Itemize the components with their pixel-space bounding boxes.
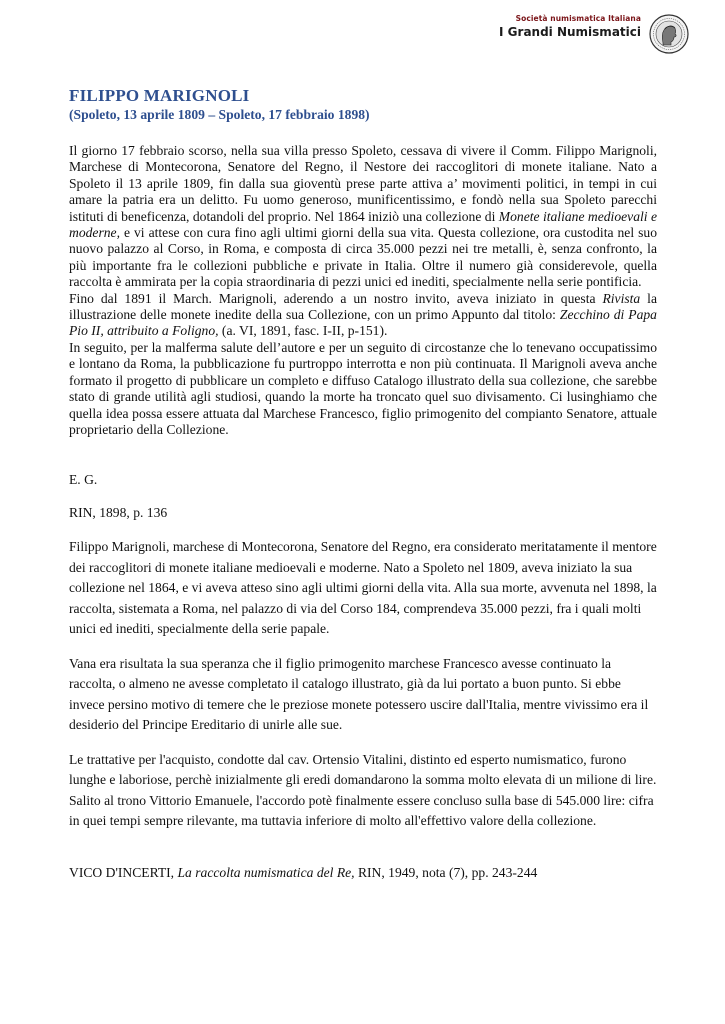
life-dates: (Spoleto, 13 aprile 1809 – Spoleto, 17 febbraio 1898): [69, 107, 370, 122]
text-run: (a. VI, 1891, fasc. I-II, p-151).: [218, 323, 388, 339]
obituary-paragraph: [69, 291, 657, 340]
author-initials: E. G.: [69, 472, 98, 488]
article: [69, 86, 657, 881]
obituary-paragraph: [69, 143, 657, 291]
citation-work: La raccolta numismatica del Re,: [177, 864, 355, 880]
italic-title: Monete italiane medioevali e moderne,: [69, 208, 657, 241]
text-run: e vi attese con cura fino agli ultimi giorni della sua vita. Questa collezione, ora custodita nel suo nuovo palazzo al Corso, in Roma, e composta di circa 35.000 pezzi nei tre metalli, è, senza confronto, la più importante fra le collezioni pubbliche e private in Italia. Oltre il numero già considerevole, quella raccolta è ammirata per la copia straordinaria di pezzi unici ed inediti, specialmente nella serie pontificia.: [69, 225, 657, 290]
italic-title: Rivista: [602, 290, 641, 306]
text-run: Fino dal 1891 il March. Marignoli, aderendo a un nostro invito, aveva iniziato in questa: [69, 290, 603, 306]
body-paragraph: Vana era risultata la sua speranza che il figlio primogenito marchese Francesco avesse continuato la raccolta, o almeno ne avesse completato il catalogo illustrato, già da lui portato a buon punto. Si ebbe invece persino motivo di temere che le preziose monete potessero uscire dall'Italia, mentre vivissimo era il desiderio del Principe Ereditario di unirle alle sue.: [69, 655, 649, 733]
obituary-text: [69, 143, 657, 438]
series-title: I Grandi Numismatici: [499, 25, 641, 39]
body-paragraph: Filippo Marignoli, marchese di Montecorona, Senatore del Regno, era considerato meritatamente il mentore dei raccoglitori di monete italiane medioevali e moderne. Nato a Spoleto nel 1809, aveva iniziato la sua collezione nel 1864, e vi aveva atteso sino agli ultimi giorni della vita. Alla sua morte, avvenuta nel 1898, la raccolta, sistemata a Roma, nel palazzo di via del Corso 184, comprendeva 35.000 pezzi, fra i quali molti unici ed inediti, specialmente della serie papale.: [69, 539, 657, 637]
citation-author: VICO D'INCERTI,: [69, 864, 178, 880]
citation: [69, 865, 657, 881]
coin-portrait-icon: [649, 14, 689, 54]
citation-details: RIN, 1949, nota (7), pp. 243-244: [354, 864, 538, 880]
obituary-paragraph: In seguito, per la malferma salute dell’autore e per un seguito di circostanze che lo tenevano occupatissimo e lontano da Roma, la pubblicazione fu purtroppo interrotta e non più continuata. Il Marignoli aveva anche formato il progetto di pubblicare un completo e diffuso Catalogo illustrato della sua collezione, che sarebbe stato di grande utilità agli studiosi, quando la morte ha troncato quel suo divisamento. Ci lusinghiamo che quella idea possa essere attuata dal Marchese Francesco, figlio primogenito del compianto Senatore, attuale proprietario della Collezione.: [69, 339, 657, 437]
source-reference: RIN, 1898, p. 136: [69, 505, 168, 521]
page-header: [499, 14, 641, 39]
body-paragraph: Le trattative per l'acquisto, condotte dal cav. Ortensio Vitalini, distinto ed esperto numismatico, furono lunghe e laboriose, perchè inizialmente gli eredi domandarono la somma molto elevata di un milione di lire. Salito al trono Vittorio Emanuele, l'accordo potè finalmente essere concluso sulla base di 545.000 lire: cifra in quei tempi sempre rilevante, ma tuttavia inferiore di molto all'effettivo valore della collezione.: [69, 751, 657, 829]
society-name: Società numismatica Italiana: [515, 14, 641, 23]
italic-title: Zecchino di Papa Pio II, attribuito a Foligno,: [69, 307, 657, 339]
page-title: FILIPPO MARIGNOLI: [69, 86, 250, 105]
text-run: Il giorno 17 febbraio scorso, nella sua villa presso Spoleto, cessava di vivere il Comm. Filippo Marignoli, Marchese di Montecorona, Senatore del Regno, il Nestore dei raccoglitori di monete italiane. Nato a Spoleto il 13 aprile 1809, fin dalla sua gioventù prese parte attiva a’ movimenti politici, in tempi in cui amare la patria era un delitto. Fu uomo generoso, munificentissimo, e fondò nella sua Spoleto parecchi istituti di beneficenza, dotandoli del proprio. Nel 1864 iniziò una collezione di: [69, 143, 657, 224]
text-run: la illustrazione delle monete inedite della sua Collezione, con un primo Appunto dal titolo:: [69, 290, 657, 323]
